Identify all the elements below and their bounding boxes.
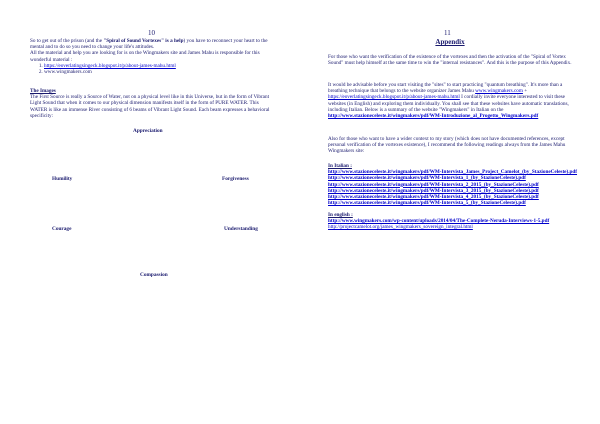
quality-appreciation: Appreciation xyxy=(133,128,163,134)
appendix-paragraph-1: For those who want the verification of the existence of the vortexes and then the activation of the "Spiral of Vortex Sound" must help himself at the same time to win the "internal resistances". And this is the purpose of this Appendix. xyxy=(328,54,572,67)
italian-label: In Italian : xyxy=(328,163,352,169)
appendix-paragraph-2: It would be advisable before you start visiting the "sites" to start practicing "quantum breathing". It's more than a breathing technique that belongs to the website organizer James Mahu www.wingmakers.com + https://eoverlatingsingeck.blogspot.it/p/about-james-mahu.html I cordially invite everyone interested to visit these websites (in English) and exploring them individually. You shall see that these websites have automatic translations, including Italian. Below is a summary of the website "Wingmakers" in Italian on the http://www.stazioneceleste.it/wingmakers/pdf/WM-Introduzione_al_Progetto_Wingmakers.pdf xyxy=(328,82,569,120)
reading-link-english[interactable]: http://www.wingmakers.com/wp-content/uploads/2014/04/The-Complete-Neruda-Interviews-1-5.pdf xyxy=(328,218,550,225)
right-page xyxy=(300,0,600,424)
appendix-paragraph-3: Also for those who want to have a wider context to my story (which does not have documented references, except personal verification of the vortexes existence), I recommend the following readings always from the James Mahu Wingmakers site: xyxy=(328,136,566,155)
intro-pdf-link[interactable]: http://www.stazioneceleste.it/wingmakers/pdf/WM-Introduzione_al_Progetto_Wingmakers.pdf xyxy=(328,113,539,120)
italian-readings xyxy=(328,163,578,206)
reading-link-english[interactable]: http://projectcamelot.org/james_wingmakers_sovereign_integral.html xyxy=(328,224,473,231)
reading-link-italian[interactable]: http://www.stazioneceleste.it/wingmakers/pdf/WM-Intervista_James_Project_Camelot_(by_StazioneCeleste).pdf xyxy=(328,169,578,176)
quality-humility: Humility xyxy=(52,176,73,182)
page-number: 10 xyxy=(148,29,155,37)
list-item xyxy=(44,69,270,75)
section-title: The Images xyxy=(30,88,56,94)
intro-paragraph: So to get out of the prison (and the "Spiral of Sound Vortexes" is a help) you have to reconnect your heart to the mental and to do so you need to change your life's attitudes. All the material and help you are looking for is on the Wingmakers site and James Mahu is responsible for this wonderful material : 1. https://eoverlatingsingeck.blogspot.it/p/about-james-mahu.html 2. www.wingmakers.com xyxy=(30,38,270,75)
reading-link-italian[interactable]: http://www.stazioneceleste.it/wingmakers/pdf/WM-Intervista_1_(by_StazioneCeleste).pdf xyxy=(328,175,526,182)
english-readings xyxy=(328,212,578,231)
wingmakers-text: www.wingmakers.com xyxy=(44,69,92,76)
images-section xyxy=(30,88,270,119)
material-line: All the material and help you are looking for is on the Wingmakers site and James Mahu is responsible for this wonderful material : xyxy=(30,50,260,63)
resource-list xyxy=(30,63,270,75)
appendix-title: Appendix xyxy=(435,38,465,46)
quality-courage: Courage xyxy=(52,226,72,232)
reading-link-italian[interactable]: http://www.stazioneceleste.it/wingmakers/pdf/WM-Intervista_3_2015_(by_StazioneCeleste).pdf xyxy=(328,187,539,194)
images-paragraph: The First Source is really a Source of Water, not on a physical level like in this Universe, but in the form of Vibrant Light Sound that when it comes to our physical dimension manifests itself in the form of PURE WATER. This WATER is like an immense River consisting of 6 beams of Vibrant Light Sound. Each beam expresses a behavioral specificity: xyxy=(30,94,270,119)
page-number: 11 xyxy=(444,29,451,37)
mahu-blog-link[interactable]: https://eoverlatingsingeck.blogspot.it/p/about-james-mahu.html xyxy=(328,94,460,101)
reading-link-italian[interactable]: http://www.stazioneceleste.it/wingmakers/pdf/WM-Intervista_2_2015_(by_StazioneCeleste).pdf xyxy=(328,181,539,188)
mahu-blog-link[interactable]: https://eoverlatingsingeck.blogspot.it/p/about-james-mahu.html xyxy=(44,62,176,69)
english-label: In english : xyxy=(328,212,353,218)
quality-forgiveness: Forgiveness xyxy=(222,176,249,182)
reading-link-italian[interactable]: http://www.stazioneceleste.it/wingmakers/pdf/WM-Intervista_4_2015_(by_StazioneCeleste).pdf xyxy=(328,194,539,201)
quality-understanding: Understanding xyxy=(224,226,258,232)
wingmakers-link[interactable]: www.wingmakers.com xyxy=(475,88,523,95)
quality-compassion: Compassion xyxy=(140,272,168,278)
reading-link-italian[interactable]: http://www.stazioneceleste.it/wingmakers/pdf/WM-Intervista_5_(by_StazioneCeleste).pdf xyxy=(328,200,526,207)
